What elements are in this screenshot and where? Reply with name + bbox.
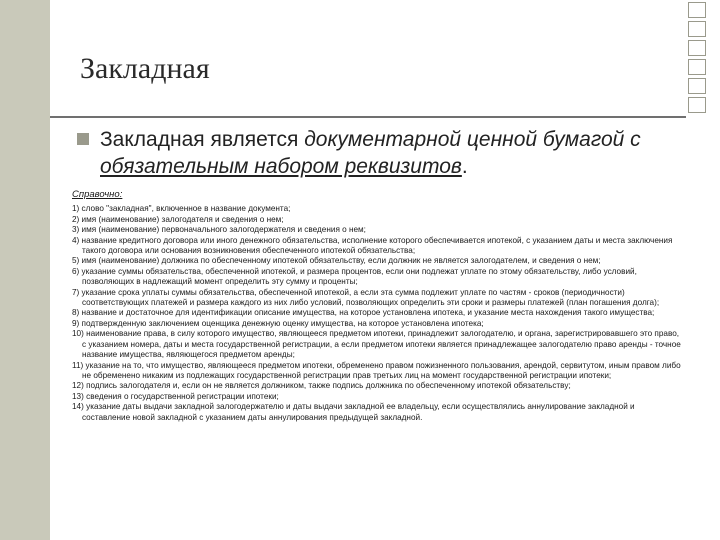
reference-item: 14) указание даты выдачи закладной залогодержателю и даты выдачи закладной ее владельцу, если осуществлялись аннулирование закладной и составление новой закладной с указанием даты аннулирования предыдущей закладной. [72,402,635,422]
reference-item: 1) слово "закладная", включенное в название документа; [72,204,291,214]
reference-list [72,204,684,423]
main-text-italic-connector: с [624,128,641,151]
right-decorative-boxes [688,0,708,540]
main-text-period: . [461,155,468,178]
decor-box [688,78,706,94]
reference-item: 10) наименование права, в силу которого имущество, являющееся предметом ипотеки, принадлежит залогодателю, и органа, зарегистрировавшего это право, с указанием номера, даты и места государственной регистрации, а если предметом ипотеки является принадлежащее залогодателю право аренды - точное название имущества, являющегося предметом аренды; [72,329,681,360]
reference-item: 13) сведения о государственной регистрации ипотеки; [72,391,279,401]
slide-title: Закладная [80,52,210,85]
reference-item: 6) указание суммы обязательства, обеспеченной ипотекой, и размера процентов, если они подлежат уплате по этому обязательству, либо условий, позволяющих в надлежащий момент определить эту сумму и проценты; [72,266,637,287]
main-text-plain: Закладная является [100,128,305,151]
left-decorative-band [0,0,50,540]
reference-heading: Справочно: [72,189,123,200]
decor-box [688,59,706,75]
reference-item: 3) имя (наименование) первоначального залогодержателя и сведения о нем; [72,225,366,235]
main-statement [100,126,660,180]
reference-item: 4) название кредитного договора или иного денежного обязательства, исполнение которого обеспечивается ипотекой, с указанием даты и места заключения такого договора или основания возникновения обеспеченного ипотекой обязательства; [72,235,673,256]
reference-item: 12) подпись залогодателя и, если он не является должником, также подпись должника по обеспеченному ипотекой обязательству; [72,381,571,391]
reference-block [72,190,684,423]
reference-item: 7) указание срока уплаты суммы обязательства, обеспеченной ипотекой, а если эта сумма подлежит уплате по частям - сроков (периодичности) соответствующих платежей и размера каждого из них либо условий, позволяющих определить эти сроки и размеры платежей (план погашения долга); [72,287,660,308]
decor-box [688,2,706,18]
reference-item: 5) имя (наименование) должника по обеспеченному ипотекой обязательству, если должник не является залогодателем, и сведения о нем; [72,256,601,266]
square-bullet-icon [77,133,89,145]
decor-box [688,21,706,37]
reference-item: 9) подтвержденную заключением оценщика денежную оценку имущества, на которое установлена ипотека; [72,318,484,328]
decor-box [688,40,706,56]
reference-item: 8) название и достаточное для идентификации описание имущества, на которое установлена ипотека, и указание места нахождения такого имущества; [72,308,655,318]
decor-box [688,97,706,113]
main-text-underlined: обязательным набором реквизитов [100,155,462,178]
reference-item: 11) указание на то, что имущество, являющееся предметом ипотеки, обременено правом пожизненного пользования, арендой, сервитутом, иным правом либо не обременено никаким из подлежащих государственной регистрации прав третьих лиц на момент государственной регистрации ипотеки; [72,360,681,380]
main-text-italic: документарной ценной бумагой [304,128,625,151]
reference-item: 2) имя (наименование) залогодателя и сведения о нем; [72,214,284,224]
title-divider [50,116,686,118]
